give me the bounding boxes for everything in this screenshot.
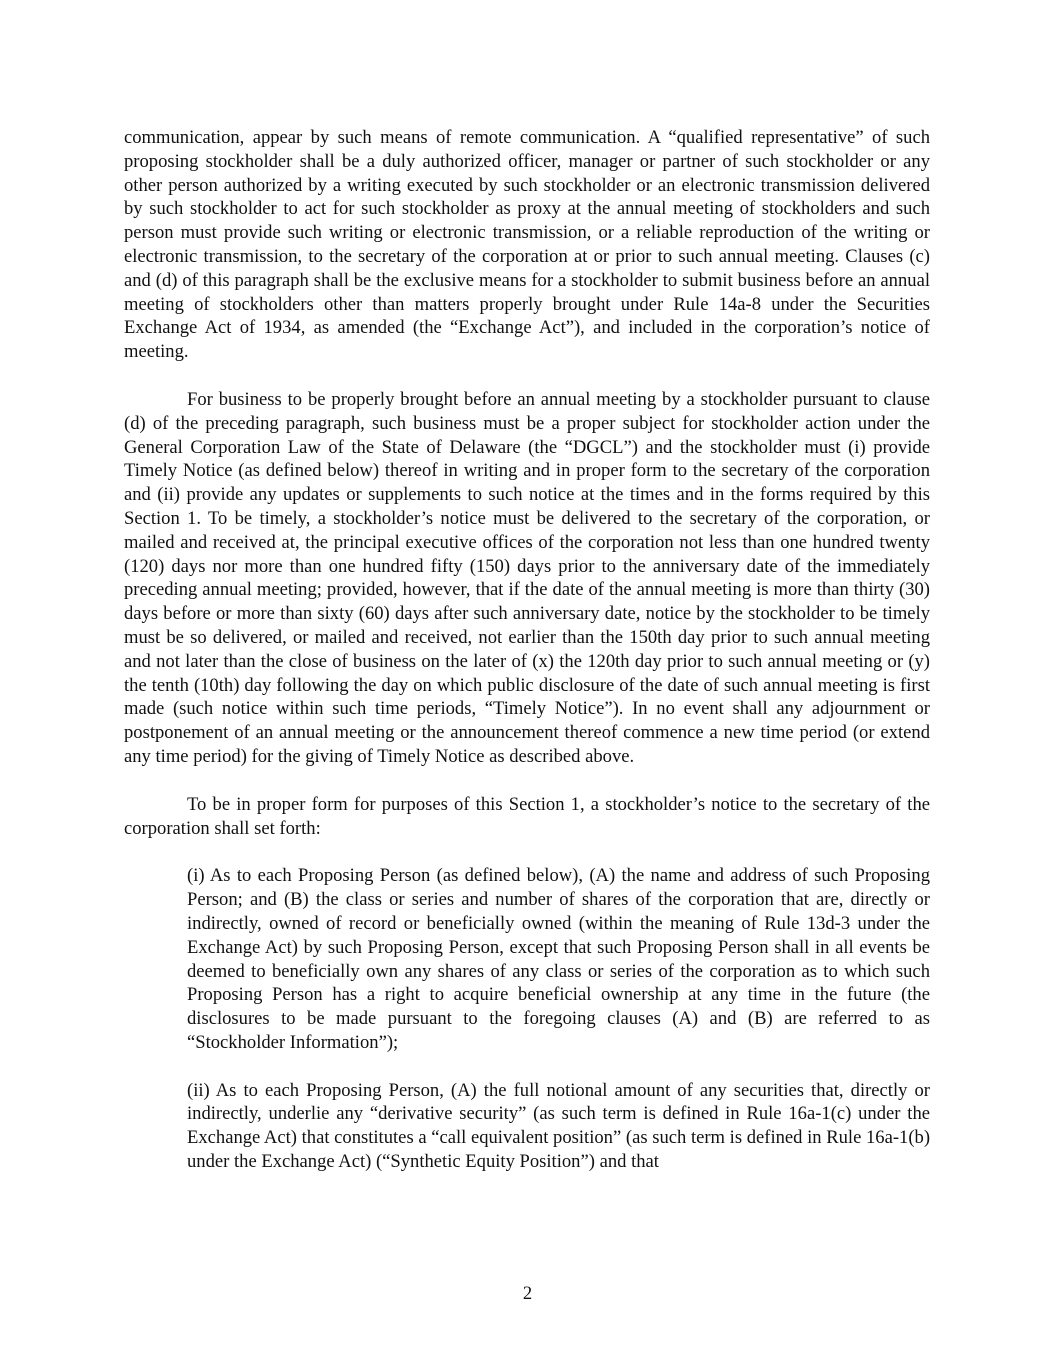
- paragraph-proper-form: To be in proper form for purposes of this Section 1, a stockholder’s notice to the secretary of the corporation shall set forth:: [124, 793, 930, 839]
- paragraph-qualified-representative: communication, appear by such means of remote communication. A “qualified representative” of such proposing stockholder shall be a duly authorized officer, manager or partner of such stockholder or any other person authorized by a writing executed by such stockholder or an electronic transmission delivered by such stockholder to act for such stockholder as proxy at the annual meeting of stockholders and such person must provide such writing or electronic transmission, or a reliable reproduction of the writing or electronic transmission, to the secretary of the corporation at or prior to such annual meeting. Clauses (c) and (d) of this paragraph shall be the exclusive means for a stockholder to submit business before an annual meeting of stockholders other than matters properly brought under Rule 14a-8 under the Securities Exchange Act of 1934, as amended (the “Exchange Act”), and included in the corporation’s notice of meeting.: [124, 127, 930, 363]
- document-body: [124, 126, 930, 1174]
- sub-paragraph-i-stockholder-information: (i) As to each Proposing Person (as defined below), (A) the name and address of such Proposing Person; and (B) the class or series and number of shares of the corporation that are, directly or indirectly, owned of record or beneficially owned (within the meaning of Rule 13d-3 under the Exchange Act) by such Proposing Person, except that such Proposing Person shall in all events be deemed to beneficially own any shares of any class or series of the corporation as to which such Proposing Person has a right to acquire beneficial ownership at any time in the future (the disclosures to be made pursuant to the foregoing clauses (A) and (B) are referred to as “Stockholder Information”);: [187, 865, 930, 1053]
- paragraph-timely-notice: For business to be properly brought before an annual meeting by a stockholder pursuant to clause (d) of the preceding paragraph, such business must be a proper subject for stockholder action under the General Corporation Law of the State of Delaware (the “DGCL”) and the stockholder must (i) provide Timely Notice (as defined below) thereof in writing and in proper form to the secretary of the corporation and (ii) provide any updates or supplements to such notice at the times and in the forms required by this Section 1. To be timely, a stockholder’s notice must be delivered to the secretary of the corporation, or mailed and received at, the principal executive offices of the corporation not less than one hundred twenty (120) days nor more than one hundred fifty (150) days prior to the anniversary date of the immediately preceding annual meeting; provided, however, that if the date of the annual meeting is more than thirty (30) days before or more than sixty (60) days after such anniversary date, notice by the stockholder to be timely must be so delivered, or mailed and received, not earlier than the 150th day prior to such annual meeting and not later than the close of business on the later of (x) the 120th day prior to such annual meeting or (y) the tenth (10th) day following the day on which public disclosure of the date of such annual meeting is first made (such notice within such time periods, “Timely Notice”). In no event shall any adjournment or postponement of an annual meeting or the announcement thereof commence a new time period (or extend any time period) for the giving of Timely Notice as described above.: [124, 388, 930, 767]
- page-number: 2: [522, 1283, 533, 1304]
- sub-paragraph-ii-synthetic-equity: (ii) As to each Proposing Person, (A) the full notional amount of any securities that, directly or indirectly, underlie any “derivative security” (as such term is defined in Rule 16a-1(c) under the Exchange Act) that constitutes a “call equivalent position” (as such term is defined in Rule 16a-1(b) under the Exchange Act) (“Synthetic Equity Position”) and that: [187, 1079, 931, 1173]
